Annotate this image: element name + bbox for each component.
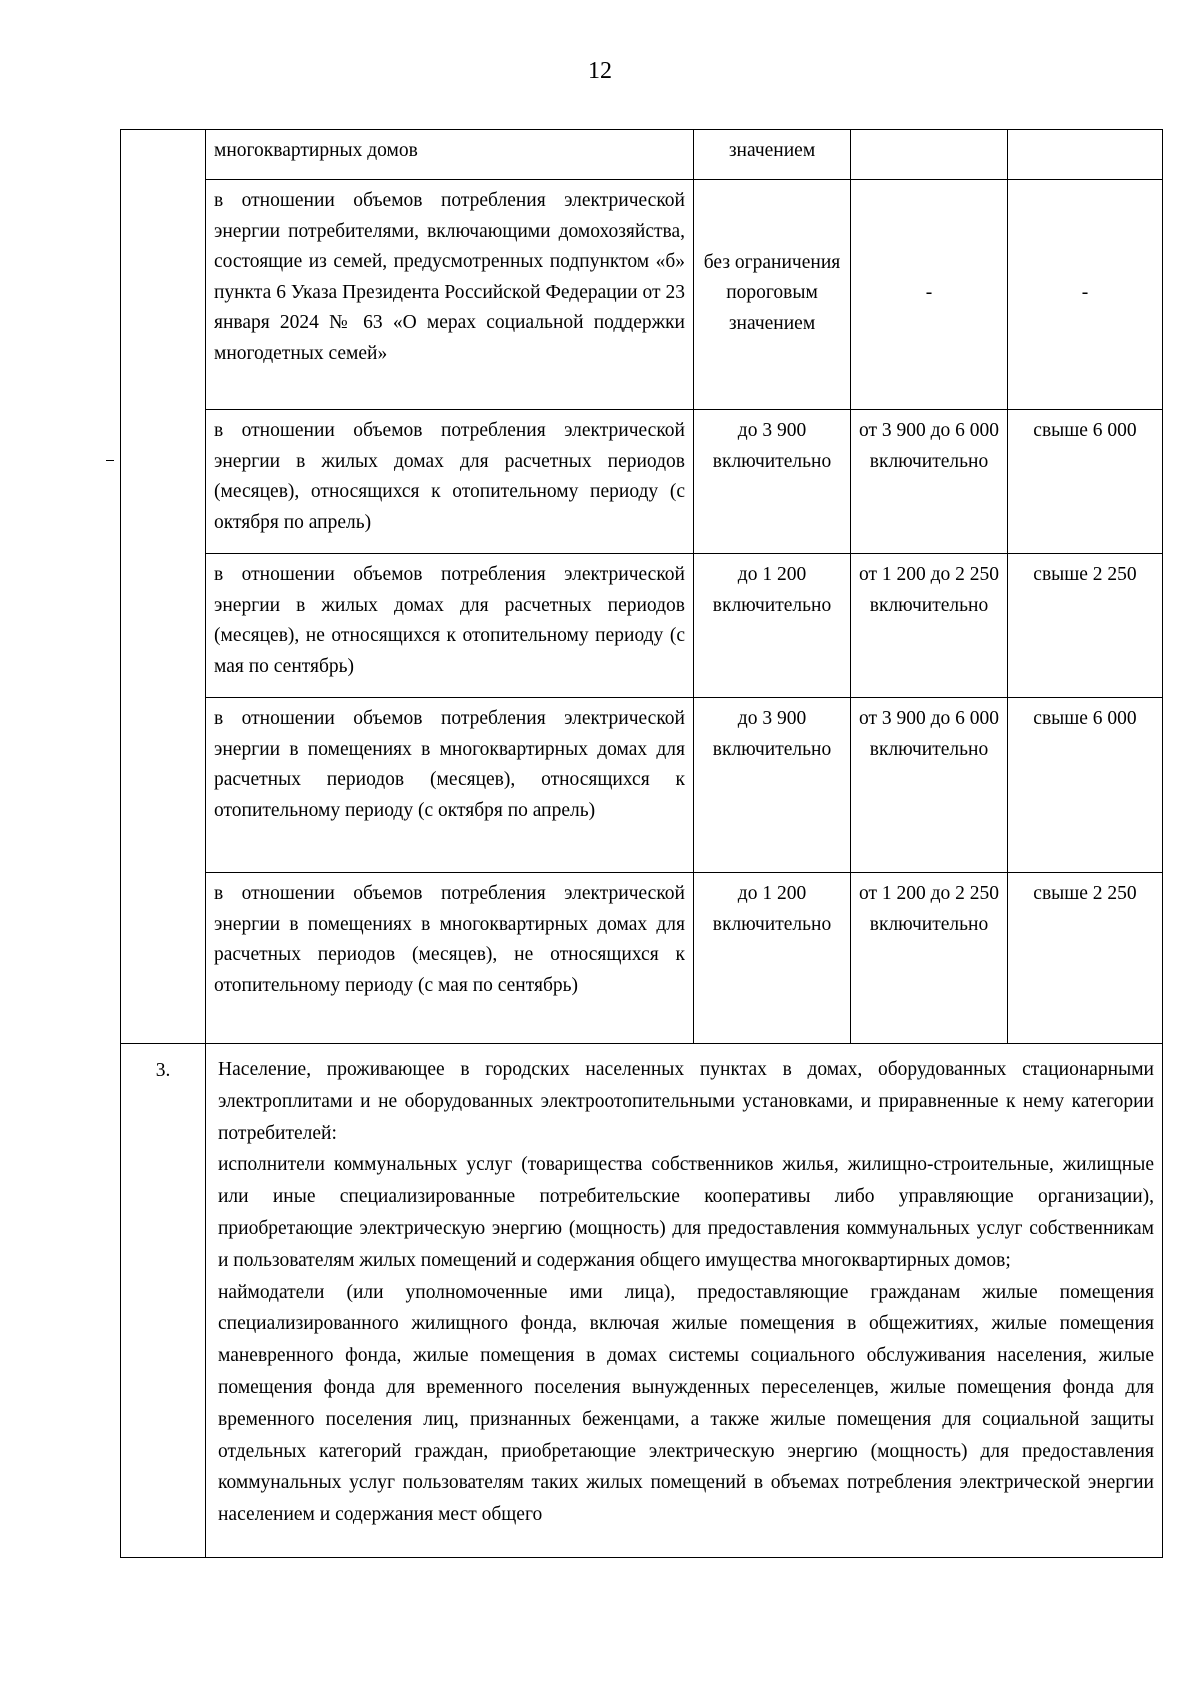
row-description: в отношении объемов потребления электрической энергии потребителями, включающими домохозяйства, состоящие из семей, предусмотренных подпунктом «б» пункта 6 Указа Президента Российской Федерации от 23 января 2024 № 63 «О мерах социальной поддержки многодетных семей» (206, 180, 694, 410)
section-paragraph: наймодатели (или уполномоченные ими лица), предоставляющие гражданам жилые помещения специализированного жилищного фонда, включая жилые помещения в общежитиях, жилые помещения маневренного фонда, жилые помещения в домах системы социального обслуживания населения, жилые помещения фонда для временного поселения вынужденных переселенцев, жилые помещения фонда для временного поселения лиц, признанных беженцами, а также жилые помещения для социальной защиты отдельных категорий граждан, приобретающие электрическую энергию (мощность) для предоставления коммунальных услуг пользователям таких жилых помещений в объемах потребления электрической энергии населением и содержания мест общего (218, 1281, 1154, 1526)
threshold-cell: до 1 200 включительно (694, 873, 851, 1044)
table-row (121, 180, 1163, 410)
range-cell: - (851, 180, 1008, 410)
section-paragraph: исполнители коммунальных услуг (товарищества собственников жилья, жилищно-строительные, жилищные или иные специализированные потребительские кооперативы либо управляющие организации), приобретающие электрическую энергию (мощность) для предоставления коммунальных услуг собственникам и пользователям жилых помещений и содержания общего имущества многоквартирных домов; (218, 1154, 1154, 1271)
range-cell: от 1 200 до 2 250 включительно (851, 554, 1008, 698)
table-row (121, 873, 1163, 1044)
section-paragraph: Население, проживающее в городских населенных пунктах в домах, оборудованных стационарными электроплитами и не оборудованных электроотопительными установками, и приравненные к нему категории потребителей: (218, 1059, 1154, 1144)
section-text (206, 1044, 1163, 1558)
upper-cell: свыше 2 250 (1008, 554, 1163, 698)
row-number-cell (121, 130, 206, 1044)
table-row (121, 410, 1163, 554)
row-description: в отношении объемов потребления электрической энергии в помещениях в многоквартирных домах для расчетных периодов (месяцев), не относящихся к отопительному периоду (с мая по сентябрь) (206, 873, 694, 1044)
upper-cell: свыше 6 000 (1008, 410, 1163, 554)
row-description: в отношении объемов потребления электрической энергии в помещениях в многоквартирных домах для расчетных периодов (месяцев), относящихся к отопительному периоду (с октября по апрель) (206, 698, 694, 873)
range-cell (851, 130, 1008, 180)
section-number: 3. (121, 1044, 206, 1558)
threshold-cell: значением (694, 130, 851, 180)
table-row (121, 130, 1163, 180)
threshold-cell: до 3 900 включительно (694, 698, 851, 873)
threshold-cell: до 1 200 включительно (694, 554, 851, 698)
range-cell: от 3 900 до 6 000 включительно (851, 410, 1008, 554)
threshold-cell: без ограничения пороговым значением (694, 180, 851, 410)
row-description: в отношении объемов потребления электрической энергии в жилых домах для расчетных периодов (месяцев), не относящихся к отопительному периоду (с мая по сентябрь) (206, 554, 694, 698)
row-description: в отношении объемов потребления электрической энергии в жилых домах для расчетных периодов (месяцев), относящихся к отопительному периоду (с октября по апрель) (206, 410, 694, 554)
range-cell: от 3 900 до 6 000 включительно (851, 698, 1008, 873)
margin-mark (106, 460, 114, 461)
range-cell: от 1 200 до 2 250 включительно (851, 873, 1008, 1044)
section-row (121, 1044, 1163, 1558)
page-number: 12 (588, 58, 612, 84)
threshold-cell: до 3 900 включительно (694, 410, 851, 554)
upper-cell (1008, 130, 1163, 180)
upper-cell: - (1008, 180, 1163, 410)
tariff-table (120, 129, 1163, 1558)
row-description: многоквартирных домов (206, 130, 694, 180)
table-row (121, 698, 1163, 873)
upper-cell: свыше 6 000 (1008, 698, 1163, 873)
table-row (121, 554, 1163, 698)
upper-cell: свыше 2 250 (1008, 873, 1163, 1044)
